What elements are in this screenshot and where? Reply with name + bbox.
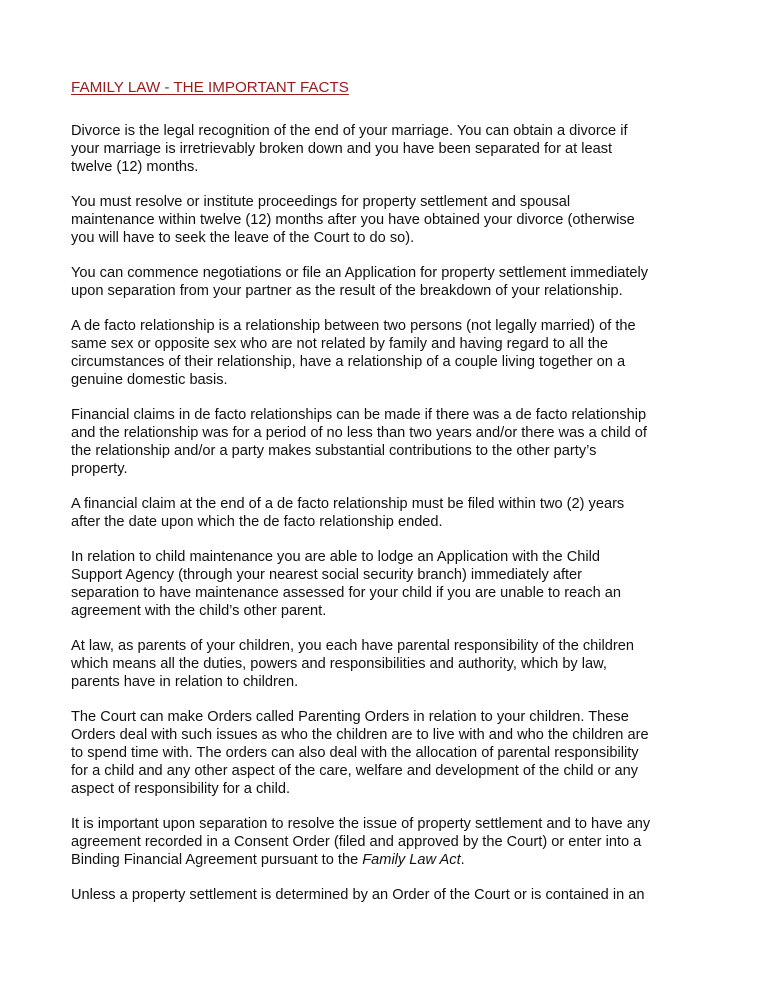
text-line: and the relationship was for a period of no less than two years and/or there was a child of: [71, 425, 647, 441]
text-line: after the date upon which the de facto relationship ended.: [71, 514, 443, 530]
paragraph-divorce: [71, 122, 711, 176]
text-line: agreement with the child’s other parent.: [71, 603, 327, 619]
text-line: twelve (12) months.: [71, 159, 199, 175]
text-line: same sex or opposite sex who are not related by family and having regard to all the: [71, 336, 609, 352]
paragraph-parental-responsibility: [71, 637, 711, 691]
text-line: which means all the duties, powers and responsibilities and authority, which by law,: [71, 656, 607, 672]
paragraph-parenting-orders: [71, 708, 711, 798]
paragraph-unless-settlement: [71, 886, 711, 904]
text-line: your marriage is irretrievably broken down and you have been separated for at least: [71, 141, 613, 157]
text-line: agreement recorded in a Consent Order (filed and approved by the Court) or enter into a: [71, 834, 642, 850]
text-line: Divorce is the legal recognition of the end of your marriage. You can obtain a divorce if: [71, 123, 628, 139]
text-line: The Court can make Orders called Parenting Orders in relation to your children. These: [71, 709, 629, 725]
paragraph-property-settlement: [71, 815, 711, 869]
paragraph-spousal-maintenance: [71, 193, 711, 247]
text-line-with-italic: [71, 851, 711, 869]
text-line: upon separation from your partner as the result of the breakdown of your relationship.: [71, 283, 623, 299]
text-line: Orders deal with such issues as who the children are to live with and who the children are: [71, 727, 649, 743]
text-line: genuine domestic basis.: [71, 372, 228, 388]
text-line: maintenance within twelve (12) months after you have obtained your divorce (otherwise: [71, 212, 635, 228]
line-prefix: Binding Financial Agreement pursuant to the: [71, 852, 363, 868]
text-line: A financial claim at the end of a de facto relationship must be filed within two (2) years: [71, 496, 625, 512]
text-line: In relation to child maintenance you are able to lodge an Application with the Child: [71, 549, 600, 565]
paragraph-claim-deadline: [71, 495, 711, 531]
text-line: you will have to seek the leave of the Court to do so).: [71, 230, 415, 246]
paragraph-de-facto-definition: [71, 317, 711, 389]
text-line: At law, as parents of your children, you each have parental responsibility of the children: [71, 638, 634, 654]
text-line: parents have in relation to children.: [71, 674, 299, 690]
text-line: circumstances of their relationship, have a relationship of a couple living together on a: [71, 354, 626, 370]
text-line: separation to have maintenance assessed for your child if you are unable to reach an: [71, 585, 622, 601]
paragraph-financial-claims: [71, 406, 711, 478]
text-line: aspect of responsibility for a child.: [71, 781, 291, 797]
text-line: It is important upon separation to resolve the issue of property settlement and to have any: [71, 816, 651, 832]
document-page: [71, 78, 711, 921]
document-title: FAMILY LAW - THE IMPORTANT FACTS: [71, 79, 349, 96]
text-line: Financial claims in de facto relationships can be made if there was a de facto relationship: [71, 407, 647, 423]
text-line: to spend time with. The orders can also deal with the allocation of parental responsibility: [71, 745, 639, 761]
text-line: property.: [71, 461, 128, 477]
line-suffix: .: [460, 852, 465, 868]
paragraph-child-maintenance: [71, 548, 711, 620]
text-line: Unless a property settlement is determined by an Order of the Court or is contained in an: [71, 887, 645, 903]
text-line: A de facto relationship is a relationship between two persons (not legally married) of the: [71, 318, 636, 334]
text-line: You must resolve or institute proceedings for property settlement and spousal: [71, 194, 571, 210]
text-line: the relationship and/or a party makes substantial contributions to the other party’s: [71, 443, 597, 459]
text-line: for a child and any other aspect of the care, welfare and development of the child or any: [71, 763, 639, 779]
paragraph-negotiations: [71, 264, 711, 300]
text-line: Support Agency (through your nearest social security branch) immediately after: [71, 567, 583, 583]
text-line: You can commence negotiations or file an Application for property settlement immediately: [71, 265, 649, 281]
act-name: Family Law Act: [362, 852, 461, 868]
